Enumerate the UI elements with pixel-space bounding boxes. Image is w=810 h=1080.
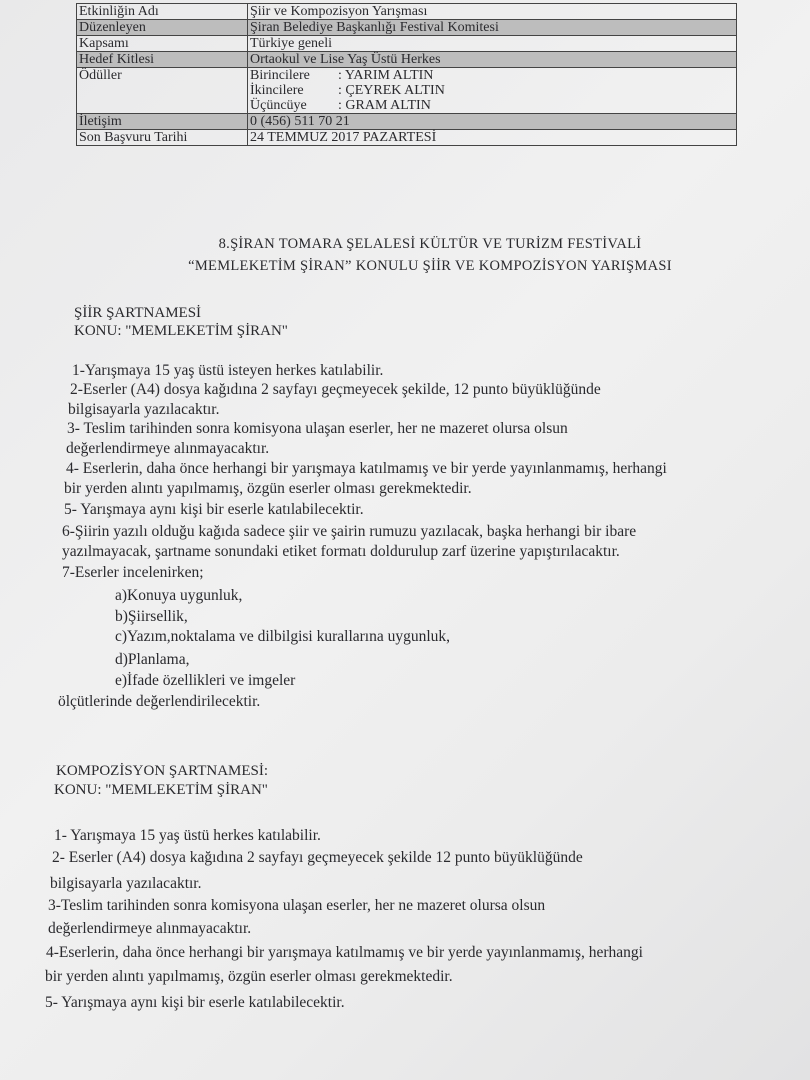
composition-rule-line: 5- Yarışmaya aynı kişi bir eserle katılabilecektir. xyxy=(45,994,345,1011)
awards-label: Ödüller xyxy=(77,68,248,114)
poetry-rule-line: yazılmayacak, şartname sonundaki etiket formatı doldurulup zarf üzerine yapıştırılacaktır. xyxy=(62,543,620,560)
competition-heading: “MEMLEKETİM ŞİRAN” KONULU ŞİİR VE KOMPOZİSYON YARIŞMASI xyxy=(188,258,672,274)
award-value: : ÇEYREK ALTIN xyxy=(338,83,445,98)
composition-rule-line: değerlendirmeye alınmayacaktır. xyxy=(48,920,252,937)
poetry-rule-line: 2-Eserler (A4) dosya kağıdına 2 sayfayı geçmeyecek şekilde, 12 punto büyüklüğünde xyxy=(70,381,601,398)
row-value: Şiir ve Kompozisyon Yarışması xyxy=(248,4,737,20)
deadline-row xyxy=(77,130,737,146)
poetry-rule-line: 1-Yarışmaya 15 yaş üstü isteyen herkes katılabilir. xyxy=(72,362,384,379)
contact-row xyxy=(77,114,737,130)
poetry-rule-line: değerlendirmeye alınmayacaktır. xyxy=(66,440,270,457)
contact-label: İletişim xyxy=(77,114,248,130)
criteria-item: b)Şiirsellik, xyxy=(115,608,188,625)
composition-rule-line: 2- Eserler (A4) dosya kağıdına 2 sayfayı geçmeyecek şekilde 12 punto büyüklüğünde xyxy=(52,849,583,866)
poetry-rule-line: 3- Teslim tarihinden sonra komisyona ulaşan eserler, her ne mazeret olursa olsun xyxy=(67,420,568,437)
row-label: Düzenleyen xyxy=(77,20,248,36)
poetry-rule-line: 4- Eserlerin, daha önce herhangi bir yarışmaya katılmamış ve bir yerde yayınlanmamış, herhangi xyxy=(66,460,667,477)
composition-subject: KONU: "MEMLEKETİM ŞİRAN" xyxy=(54,782,268,798)
award-label: Üçüncüye xyxy=(250,98,307,113)
festival-heading: 8.ŞİRAN TOMARA ŞELALESİ KÜLTÜR VE TURİZM FESTİVALİ xyxy=(218,236,642,252)
row-value: Şiran Belediye Başkanlığı Festival Komitesi xyxy=(248,20,737,36)
award-first xyxy=(250,68,734,83)
poetry-rule-line: bilgisayarla yazılacaktır. xyxy=(68,401,220,418)
poetry-subject: KONU: "MEMLEKETİM ŞİRAN" xyxy=(74,323,288,339)
criteria-item: a)Konuya uygunluk, xyxy=(115,587,243,604)
table-row xyxy=(77,4,737,20)
deadline-label: Son Başvuru Tarihi xyxy=(77,130,248,146)
criteria-item: d)Planlama, xyxy=(115,651,190,668)
poetry-rule-line: 6-Şiirin yazılı olduğu kağıda sadece şiir ve şairin rumuzu yazılacak, başka herhangi bir ibare xyxy=(62,523,637,540)
table-row xyxy=(77,36,737,52)
row-label: Etkinliğin Adı xyxy=(77,4,248,20)
contact-value: 0 (456) 511 70 21 xyxy=(248,114,737,130)
award-label: Birincilere xyxy=(250,68,310,83)
row-label: Kapsamı xyxy=(77,36,248,52)
composition-rule-line: bir yerden alıntı yapılmamış, özgün eserler olması gerekmektedir. xyxy=(45,968,453,985)
award-value: : GRAM ALTIN xyxy=(338,98,431,113)
composition-rule-line: 3-Teslim tarihinden sonra komisyona ulaşan eserler, her ne mazeret olursa olsun xyxy=(48,897,546,914)
award-third xyxy=(250,98,734,113)
poetry-rule-line: bir yerden alıntı yapılmamış, özgün eserler olması gerekmektedir. xyxy=(64,480,472,497)
criteria-item: e)İfade özellikleri ve imgeler xyxy=(115,672,296,689)
poetry-rule-line: 5- Yarışmaya aynı kişi bir eserle katılabilecektir. xyxy=(64,501,364,518)
poetry-rule-line: 7-Eserler incelenirken; xyxy=(62,564,204,581)
awards-value xyxy=(248,68,737,114)
composition-rule-line: 1- Yarışmaya 15 yaş üstü herkes katılabilir. xyxy=(54,827,321,844)
row-value: Türkiye geneli xyxy=(248,36,737,52)
awards-row xyxy=(77,68,737,114)
row-label: Hedef Kitlesi xyxy=(77,52,248,68)
table-row xyxy=(77,52,737,68)
poetry-section-title: ŞİİR ŞARTNAMESİ xyxy=(74,305,202,321)
row-value: Ortaokul ve Lise Yaş Üstü Herkes xyxy=(248,52,737,68)
composition-rule-line: 4-Eserlerin, daha önce herhangi bir yarışmaya katılmamış ve bir yerde yayınlanmamış, herhangi xyxy=(46,944,643,961)
criteria-item: c)Yazım,noktalama ve dilbilgisi kurallarına uygunluk, xyxy=(115,628,451,645)
deadline-value: 24 TEMMUZ 2017 PAZARTESİ xyxy=(248,130,737,146)
composition-rule-line: bilgisayarla yazılacaktır. xyxy=(50,875,202,892)
table-row xyxy=(77,20,737,36)
composition-section-title: KOMPOZİSYON ŞARTNAMESİ: xyxy=(56,763,269,779)
award-value: : YARIM ALTIN xyxy=(338,68,434,83)
poetry-closing: ölçütlerinde değerlendirilecektir. xyxy=(58,693,261,710)
event-info-table xyxy=(76,3,737,146)
award-label: İkincilere xyxy=(250,83,304,98)
award-second xyxy=(250,83,734,98)
